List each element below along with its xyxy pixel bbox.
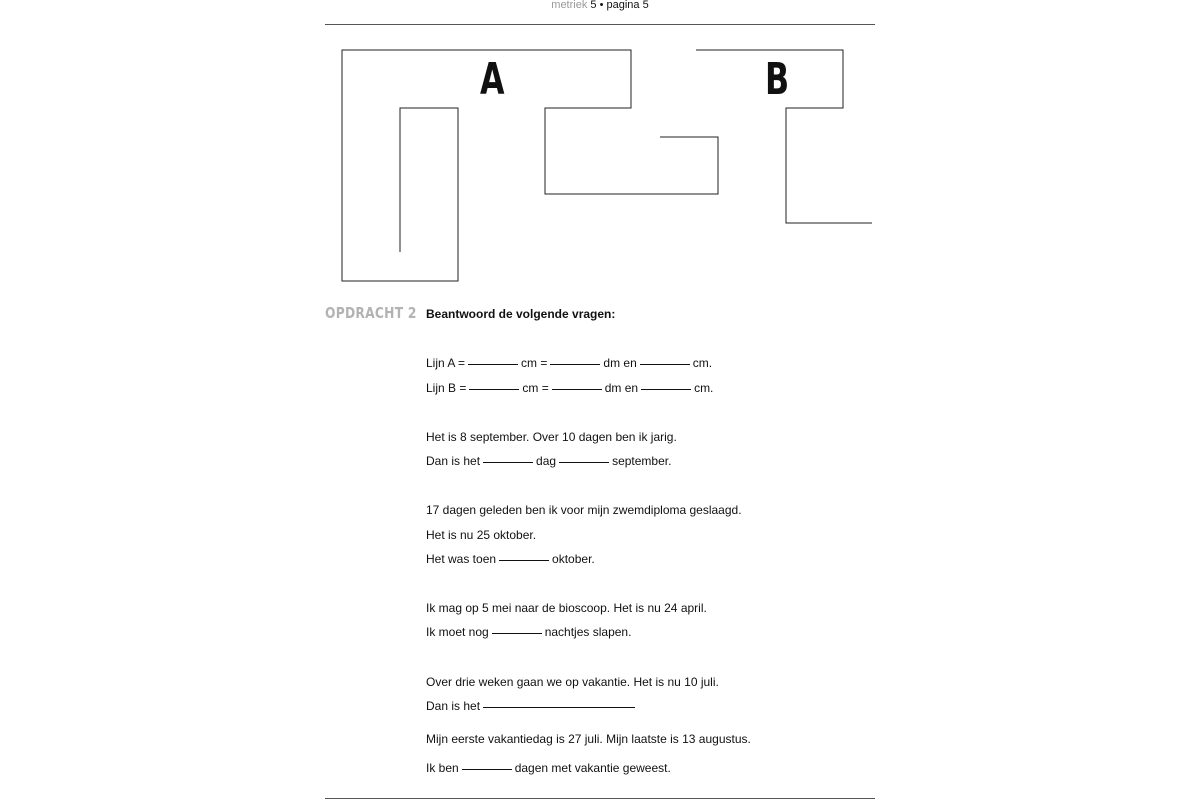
q2-statement: 17 dagen geleden ben ik voor mijn zwemdiploma geslaagd. xyxy=(426,503,742,517)
q3-answer xyxy=(426,625,631,639)
header-page: 5 • pagina 5 xyxy=(590,0,649,11)
q5-answer xyxy=(426,761,671,775)
text: nachtjes slapen. xyxy=(544,625,632,639)
answer-blank[interactable] xyxy=(641,389,691,390)
answer-blank[interactable] xyxy=(559,462,609,463)
line-a xyxy=(342,50,718,281)
text: Lijn A = xyxy=(426,356,466,370)
text: Dan is het xyxy=(426,454,481,468)
exercise-title: Beantwoord de volgende vragen: xyxy=(426,307,616,321)
exercise-label: OPDRACHT 2 xyxy=(325,304,417,322)
bottom-rule xyxy=(325,798,875,799)
answer-blank[interactable] xyxy=(492,633,542,634)
text: oktober. xyxy=(552,552,595,566)
q4-answer xyxy=(426,699,638,713)
label-a: A xyxy=(480,54,505,105)
text: cm. xyxy=(694,381,714,395)
q1-answer xyxy=(426,454,671,468)
text: Dan is het xyxy=(426,699,481,713)
answer-blank[interactable] xyxy=(550,364,600,365)
q5-statement: Mijn eerste vakantiedag is 27 juli. Mijn laatste is 13 augustus. xyxy=(426,732,751,746)
answer-blank[interactable] xyxy=(468,364,518,365)
answer-blank[interactable] xyxy=(552,389,602,390)
text: Lijn B = xyxy=(426,381,467,395)
answer-blank[interactable] xyxy=(462,769,512,770)
q3-statement: Ik mag op 5 mei naar de bioscoop. Het is nu 24 april. xyxy=(426,601,707,615)
header-prefix: metriek xyxy=(551,0,588,11)
answer-blank[interactable] xyxy=(469,389,519,390)
text: dm en xyxy=(604,381,639,395)
text: cm = xyxy=(522,381,549,395)
text: cm. xyxy=(692,356,713,370)
line-a-question xyxy=(426,356,712,370)
line-b-question xyxy=(426,381,713,395)
text: dagen met vakantie geweest. xyxy=(514,761,671,775)
answer-blank[interactable] xyxy=(640,364,690,365)
text: Het was toen xyxy=(426,552,497,566)
text: dm en xyxy=(603,356,637,370)
answer-blank[interactable] xyxy=(483,707,635,708)
text: Ik ben xyxy=(426,761,459,775)
q2-statement-2: Het is nu 25 oktober. xyxy=(426,528,537,542)
label-b: B xyxy=(765,54,790,105)
text: cm = xyxy=(521,356,548,370)
text: Ik moet nog xyxy=(426,625,489,639)
answer-blank[interactable] xyxy=(483,462,533,463)
q4-statement: Over drie weken gaan we op vakantie. Het is nu 10 juli. xyxy=(426,675,719,689)
q2-answer xyxy=(426,552,595,566)
line-figure xyxy=(0,0,1200,300)
text: dag xyxy=(536,454,557,468)
answer-blank[interactable] xyxy=(499,560,549,561)
text: september. xyxy=(612,454,672,468)
q1-statement: Het is 8 september. Over 10 dagen ben ik jarig. xyxy=(426,430,677,444)
